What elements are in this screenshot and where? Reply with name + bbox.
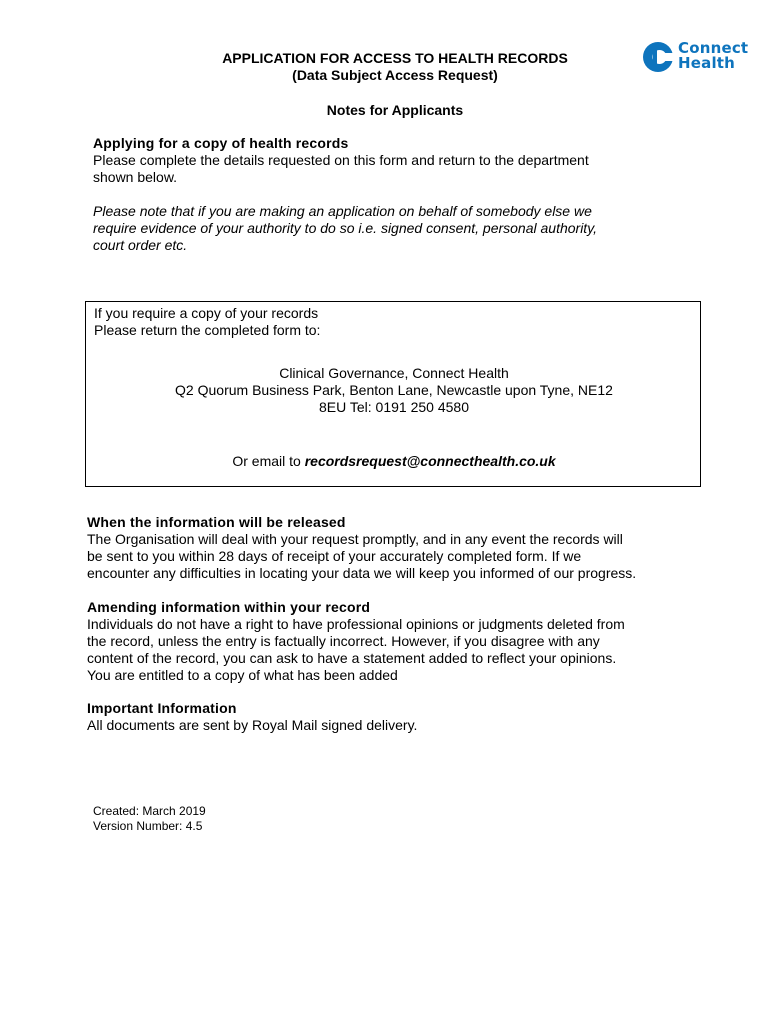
amending-text-line: the record, unless the entry is factually incorrect. However, if you disagree with any [87, 633, 600, 649]
release-heading: When the information will be released [87, 514, 346, 530]
applying-text-line: Please complete the details requested on this form and return to the department [93, 152, 589, 168]
connect-health-c-logo-icon [642, 41, 674, 73]
applying-heading: Applying for a copy of health records [93, 135, 349, 151]
notes-title: Notes for Applicants [326, 102, 464, 118]
authority-note [93, 203, 693, 254]
version-number: Version Number: 4.5 [93, 819, 203, 833]
address-line: Q2 Quorum Business Park, Benton Lane, Newcastle upon Tyne, NE12 [175, 382, 613, 398]
logo-wordmark [678, 41, 748, 71]
return-address [86, 365, 702, 416]
authority-note-line: require evidence of your authority to do so i.e. signed consent, personal authority, [93, 220, 598, 236]
address-line: Clinical Governance, Connect Health [279, 365, 509, 381]
document-title: APPLICATION FOR ACCESS TO HEALTH RECORDS [222, 50, 568, 66]
address-line: 8EU Tel: 0191 250 4580 [319, 399, 469, 415]
email-address-link[interactable]: recordsrequest@connecthealth.co.uk [304, 453, 556, 469]
amending-text-line: content of the record, you can ask to have a statement added to reflect your opinions. [87, 650, 617, 666]
release-text-line: The Organisation will deal with your request promptly, and in any event the records will [87, 531, 623, 547]
return-address-box [85, 301, 701, 487]
release-section [87, 514, 707, 582]
email-line [86, 453, 702, 470]
document-title-block [150, 50, 640, 84]
applying-text-line: shown below. [93, 169, 178, 185]
release-text-line: encounter any difficulties in locating your data we will keep you informed of our progress. [87, 565, 637, 581]
important-heading: Important Information [87, 700, 237, 716]
created-date: Created: March 2019 [93, 804, 206, 818]
logo-line-health: Health [678, 54, 736, 72]
amending-heading: Amending information within your record [87, 599, 371, 615]
email-prefix: Or email to [232, 453, 305, 469]
logo-line-connect: Connect [678, 39, 749, 57]
release-text-line: be sent to you within 28 days of receipt of your accurately completed form. If we [87, 548, 582, 564]
document-subtitle: (Data Subject Access Request) [292, 67, 498, 83]
important-text-line: All documents are sent by Royal Mail signed delivery. [87, 717, 418, 733]
applying-section [93, 135, 693, 186]
amending-text-line: Individuals do not have a right to have professional opinions or judgments deleted from [87, 616, 625, 632]
return-box-intro-line: Please return the completed form to: [94, 322, 321, 338]
important-section [87, 700, 707, 734]
return-box-intro-line: If you require a copy of your records [94, 305, 319, 321]
document-footer [93, 804, 206, 834]
amending-text-line: You are entitled to a copy of what has been added [87, 667, 398, 683]
amending-section [87, 599, 707, 684]
authority-note-line: Please note that if you are making an application on behalf of somebody else we [93, 203, 592, 219]
connect-health-logo [642, 41, 760, 73]
authority-note-line: court order etc. [93, 237, 188, 253]
return-box-intro [94, 305, 320, 339]
